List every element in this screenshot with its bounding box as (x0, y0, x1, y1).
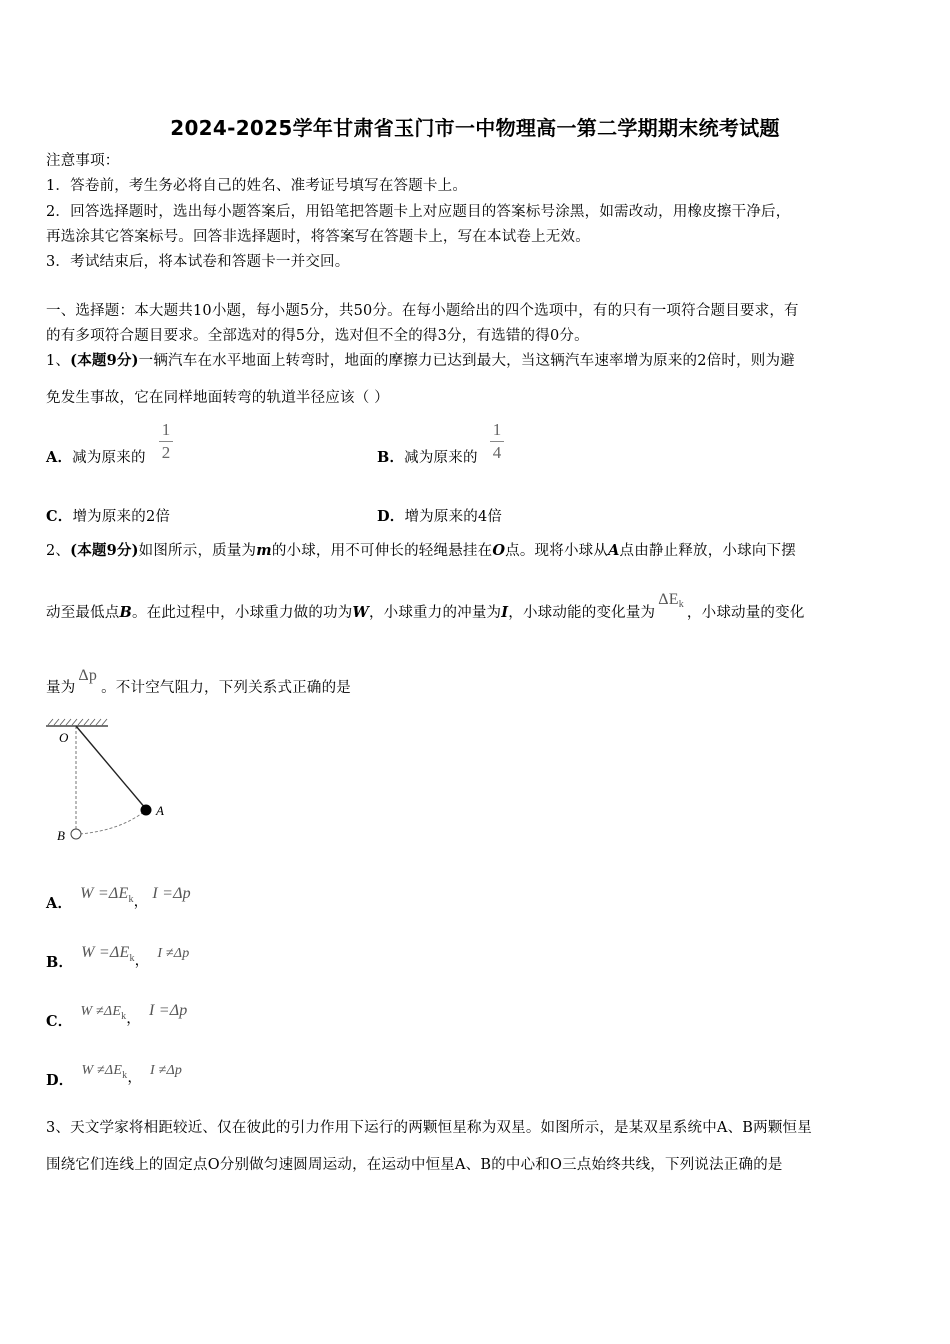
option-label: B． (377, 449, 405, 466)
math-subscript: k (129, 953, 135, 964)
var-a: A (608, 542, 620, 559)
question-text: ，小球动量的变化 (686, 605, 805, 621)
label-b: B (57, 828, 65, 843)
separator: ， (133, 894, 149, 910)
numerator: 1 (161, 420, 171, 439)
option-label: A． (46, 895, 73, 912)
var-m: m (256, 542, 272, 559)
var-b: B (119, 604, 132, 621)
math-right: I =Δp (152, 885, 191, 902)
math-right: I =Δp (148, 1002, 188, 1019)
swing-arc (80, 810, 146, 834)
question-number: 2、 (46, 543, 71, 559)
label-a: A (156, 803, 164, 818)
math-delta-p: Δp (78, 667, 98, 684)
question-1-stem-cont: 免发生事故，它在同样地面转弯的轨道半径应该（ ） (46, 390, 389, 406)
numerator: 1 (492, 420, 502, 439)
question-text: ，小球重力的冲量为 (368, 605, 502, 621)
math-right: I ≠Δp (157, 946, 190, 961)
ball-at-b (71, 829, 81, 839)
ball-at-a (141, 805, 152, 816)
math-right: I ≠Δp (150, 1063, 183, 1078)
fraction-one-quarter (490, 420, 504, 463)
option-label: D． (377, 508, 405, 525)
separator: ， (126, 1011, 141, 1027)
question-score-tag: (本题9分) (70, 352, 139, 369)
question-3-stem-cont: 围绕它们连线上的固定点O分别做匀速圆周运动，在运动中恒星A、B的中心和O三点始终共线，下列说法正确的是 (46, 1157, 783, 1173)
separator: ， (127, 1070, 143, 1086)
question-text: 点。现将小球从 (505, 543, 609, 559)
question-text: 一辆汽车在水平地面上转弯时，地面的摩擦力已达到最大，当这辆汽车速率增为原来的2倍时，则为避 (138, 353, 795, 369)
question-text: 。不计空气阻力，下列关系式正确的是 (101, 680, 352, 696)
section-instructions: 的有多项符合题目要求。全部选对的得5分，选对但不全的得3分，有选错的得0分。 (46, 328, 589, 344)
q1-option-b[interactable] (377, 448, 478, 468)
var-i: I (501, 604, 509, 621)
question-text: 。在此过程中，小球重力做的功为 (131, 605, 353, 621)
math-left: W ≠ΔE (81, 1063, 123, 1078)
math-subscript: k (122, 1070, 128, 1081)
math-subscript: k (678, 599, 684, 610)
denominator: 4 (492, 443, 502, 462)
q2-option-b[interactable] (46, 943, 189, 969)
pendulum-figure (40, 712, 180, 852)
math-left: W =ΔE (80, 885, 129, 902)
q1-option-a[interactable] (46, 448, 146, 468)
math-subscript: k (121, 1011, 127, 1022)
question-2-stem-cont (46, 667, 352, 698)
fraction-one-half (159, 420, 173, 463)
denominator: 2 (161, 443, 171, 462)
math-text: ΔE (658, 591, 679, 608)
question-1-stem (46, 351, 795, 371)
option-text: 减为原来的 (72, 450, 146, 466)
option-text: 减为原来的 (404, 450, 478, 466)
notice-item: 3．考试结束后，将本试卷和答题卡一并交回。 (46, 254, 350, 270)
question-3-stem: 3、天文学家将相距较近、仅在彼此的引力作用下运行的两颗恒星称为双星。如图所示，是某双星系统中A、B两颗恒星 (46, 1120, 812, 1136)
question-number: 1、 (46, 353, 71, 369)
notice-item: 再选涂其它答案标号。回答非选择题时，将答案写在答题卡上，写在本试卷上无效。 (46, 229, 590, 245)
notice-item: 1．答卷前，考生务必将自己的姓名、准考证号填写在答题卡上。 (46, 178, 468, 194)
q1-option-c[interactable] (46, 507, 170, 527)
math-left: W =ΔE (81, 944, 130, 961)
option-text: 增为原来的4倍 (404, 509, 503, 525)
math-left: W ≠ΔE (80, 1004, 122, 1019)
fraction-bar (490, 441, 504, 442)
q2-option-c[interactable] (46, 1001, 188, 1030)
notice-item: 2．回答选择题时，选出每小题答案后，用铅笔把答题卡上对应题目的答案标号涂黑，如需改动，用橡皮擦干净后， (46, 204, 791, 220)
q1-option-d[interactable] (377, 507, 502, 527)
option-label: C． (46, 508, 73, 525)
question-text: 的小球，用不可伸长的轻绳悬挂在 (271, 543, 493, 559)
option-label: C． (46, 1013, 73, 1030)
notice-heading: 注意事项： (46, 153, 120, 169)
q2-option-a[interactable] (46, 884, 191, 910)
question-text: ，小球动能的变化量为 (508, 605, 656, 621)
question-text: 点由静止释放，小球向下摆 (619, 543, 796, 559)
section-instructions: 一、选择题：本大题共10小题，每小题5分，共50分。在每小题给出的四个选项中，有的只有一项符合题目要求，有 (46, 303, 799, 319)
label-o: O (59, 730, 69, 745)
option-text: 增为原来的2倍 (72, 509, 171, 525)
fraction-bar (159, 441, 173, 442)
math-subscript: k (128, 894, 134, 905)
pendulum-string (76, 726, 146, 809)
var-w: W (352, 604, 369, 621)
option-label: D． (46, 1072, 74, 1089)
question-text: 量为 (46, 680, 76, 696)
option-label: A． (46, 449, 73, 466)
question-text: 动至最低点 (46, 605, 120, 621)
var-o: O (492, 542, 506, 559)
math-delta-ek (658, 590, 684, 615)
q2-option-d[interactable] (46, 1060, 183, 1089)
page-title: 2024-2025学年甘肃省玉门市一中物理高一第二学期期末统考试题 (170, 116, 780, 140)
separator: ， (134, 953, 150, 969)
question-score-tag: (本题9分) (70, 542, 139, 559)
ceiling-hatching (48, 719, 107, 725)
question-text: 如图所示，质量为 (138, 543, 257, 559)
option-label: B． (46, 954, 74, 971)
question-2-stem (46, 541, 796, 561)
